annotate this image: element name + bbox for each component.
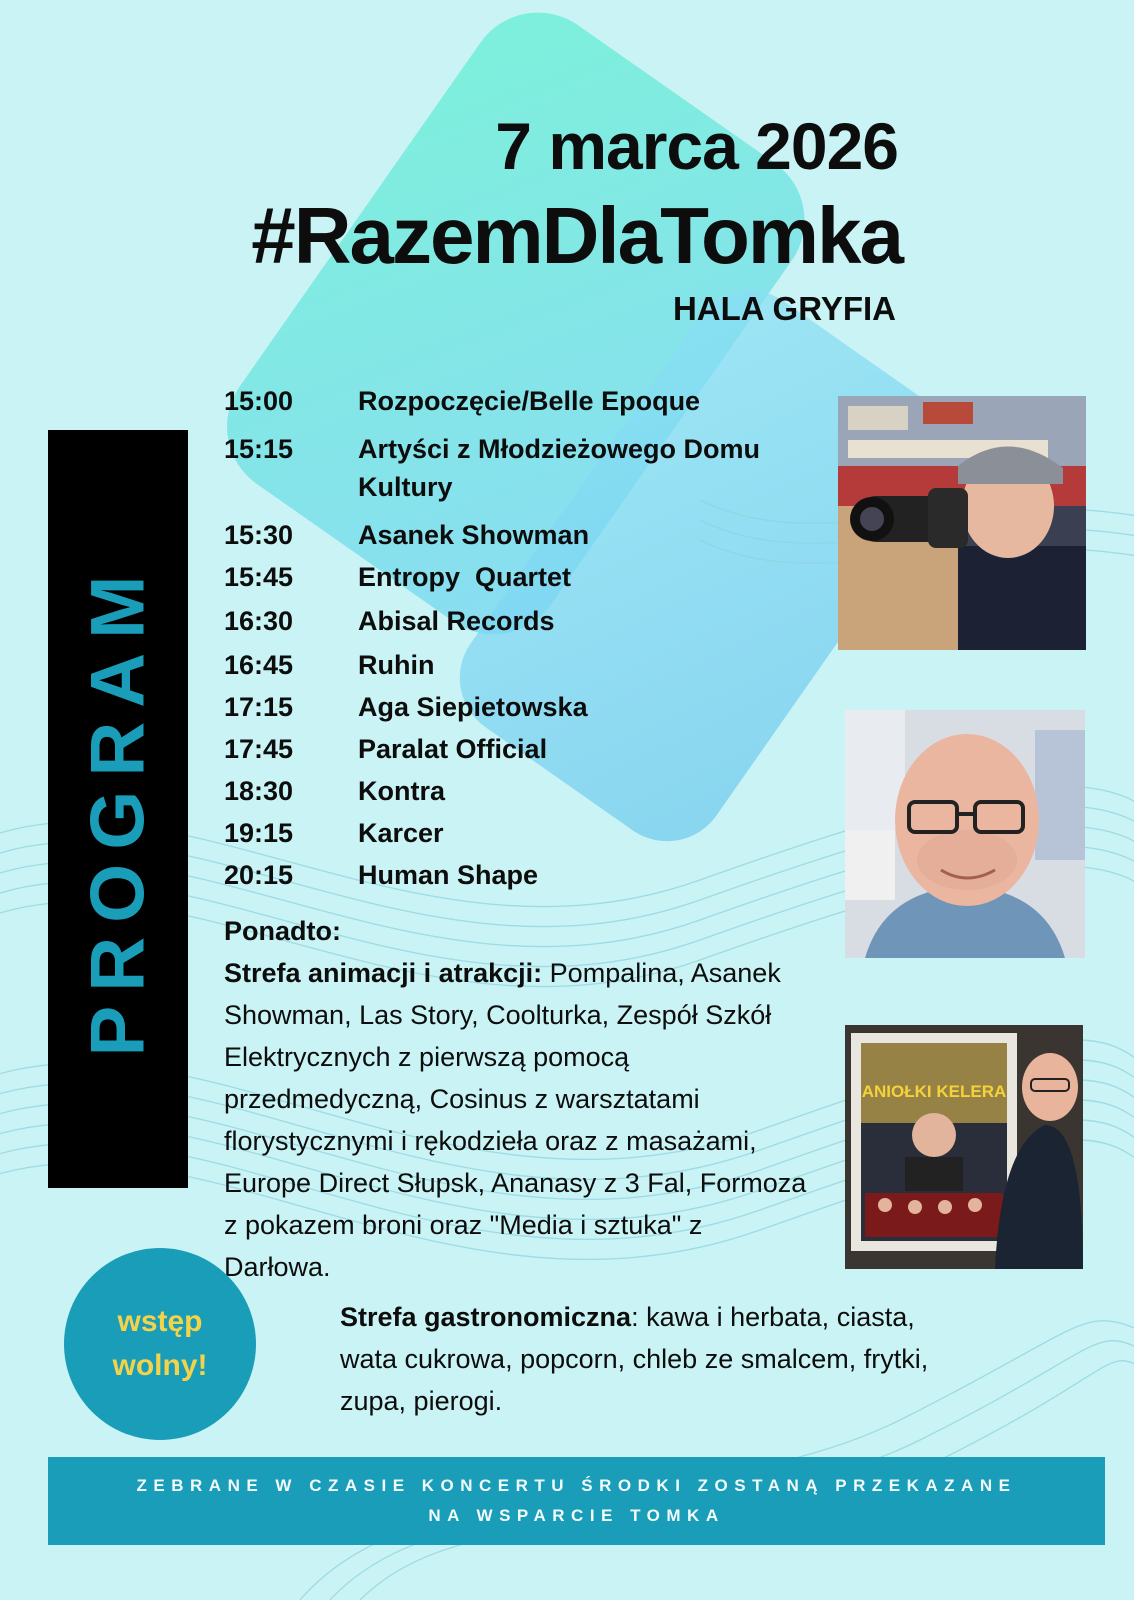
schedule-act: Ruhin [358, 650, 435, 680]
poster-photo-title: ANIOŁKI KELERA [861, 1082, 1007, 1101]
event-hashtag: #RazemDlaTomka [251, 191, 902, 280]
schedule-row [224, 688, 824, 730]
schedule-row [224, 602, 824, 646]
extras-heading: Ponadto: [224, 916, 341, 946]
schedule-list [224, 382, 824, 898]
program-side-bar [48, 430, 188, 1188]
animation-zone-label: Strefa animacji i atrakcji: [224, 958, 543, 988]
schedule-time: 18:30 [224, 776, 294, 806]
schedule-row [224, 558, 824, 602]
photo-photographer [838, 396, 1086, 650]
schedule-time: 17:15 [224, 692, 294, 722]
schedule-act: Kontra [358, 776, 445, 806]
badge-line-2: wolny! [112, 1349, 208, 1382]
schedule-time: 19:15 [224, 818, 294, 848]
photo-poster [845, 1025, 1083, 1269]
schedule-time: 17:45 [224, 734, 294, 764]
schedule-time: 15:15 [224, 434, 294, 464]
event-date: 7 marca 2026 [495, 109, 898, 183]
schedule-act: Paralat Official [358, 734, 548, 764]
schedule-act: Abisal Records [358, 606, 555, 636]
schedule-act: Entropy Quartet [358, 562, 572, 592]
schedule-row [224, 430, 824, 516]
schedule-row [224, 814, 824, 856]
event-venue: HALA GRYFIA [672, 290, 896, 327]
schedule-row [224, 382, 824, 430]
schedule-time: 16:45 [224, 650, 294, 680]
gastro-zone-paragraph [340, 1296, 930, 1422]
schedule-row [224, 730, 824, 772]
program-side-label: PROGRAM [75, 561, 161, 1057]
schedule-row [224, 646, 824, 688]
extras-section [224, 910, 814, 1288]
schedule-act: Asanek Showman [358, 520, 590, 550]
schedule-time: 20:15 [224, 860, 294, 890]
schedule-act: Human Shape [358, 860, 539, 890]
schedule-act: Karcer [358, 818, 444, 848]
footer-banner [48, 1457, 1105, 1545]
schedule-act: Artyści z Młodzieżowego Domu Kultury [358, 434, 761, 502]
schedule-row [224, 772, 824, 814]
schedule-row [224, 516, 824, 558]
schedule-time: 16:30 [224, 606, 294, 636]
gastro-zone-text: : kawa i herbata, ciasta, wata cukrowa, popcorn, chleb ze smalcem, frytki, zupa, pierogi. [340, 1302, 929, 1416]
animation-zone-text: Pompalina, Asanek Showman, Las Story, Coolturka, Zespół Szkół Elektrycznych z pierwszą pomocą przedmedyczną, Cosinus z warsztatami florystycznymi i rękodzieła oraz z masażami, Europe Direct Słupsk, Ananasy z 3 Fal, Formoza z pokazem broni oraz "Media i sztuka" z Darłowa. [224, 958, 807, 1282]
schedule-time: 15:45 [224, 562, 294, 592]
footer-line-2: NA WSPARCIE TOMKA [428, 1506, 725, 1525]
schedule-act: Rozpoczęcie/Belle Epoque [358, 386, 701, 416]
schedule-time: 15:30 [224, 520, 294, 550]
free-entry-badge [64, 1248, 256, 1440]
schedule-act: Aga Siepietowska [358, 692, 588, 722]
animation-zone-paragraph [224, 952, 814, 1288]
schedule-time: 15:00 [224, 386, 294, 416]
photo-portrait [845, 710, 1085, 958]
gastro-zone-label: Strefa gastronomiczna [340, 1302, 632, 1332]
schedule-row [224, 856, 824, 898]
badge-line-1: wstęp [117, 1305, 203, 1338]
footer-line-1: ZEBRANE W CZASIE KONCERTU ŚRODKI ZOSTANĄ PRZEKAZANE [136, 1476, 1017, 1495]
